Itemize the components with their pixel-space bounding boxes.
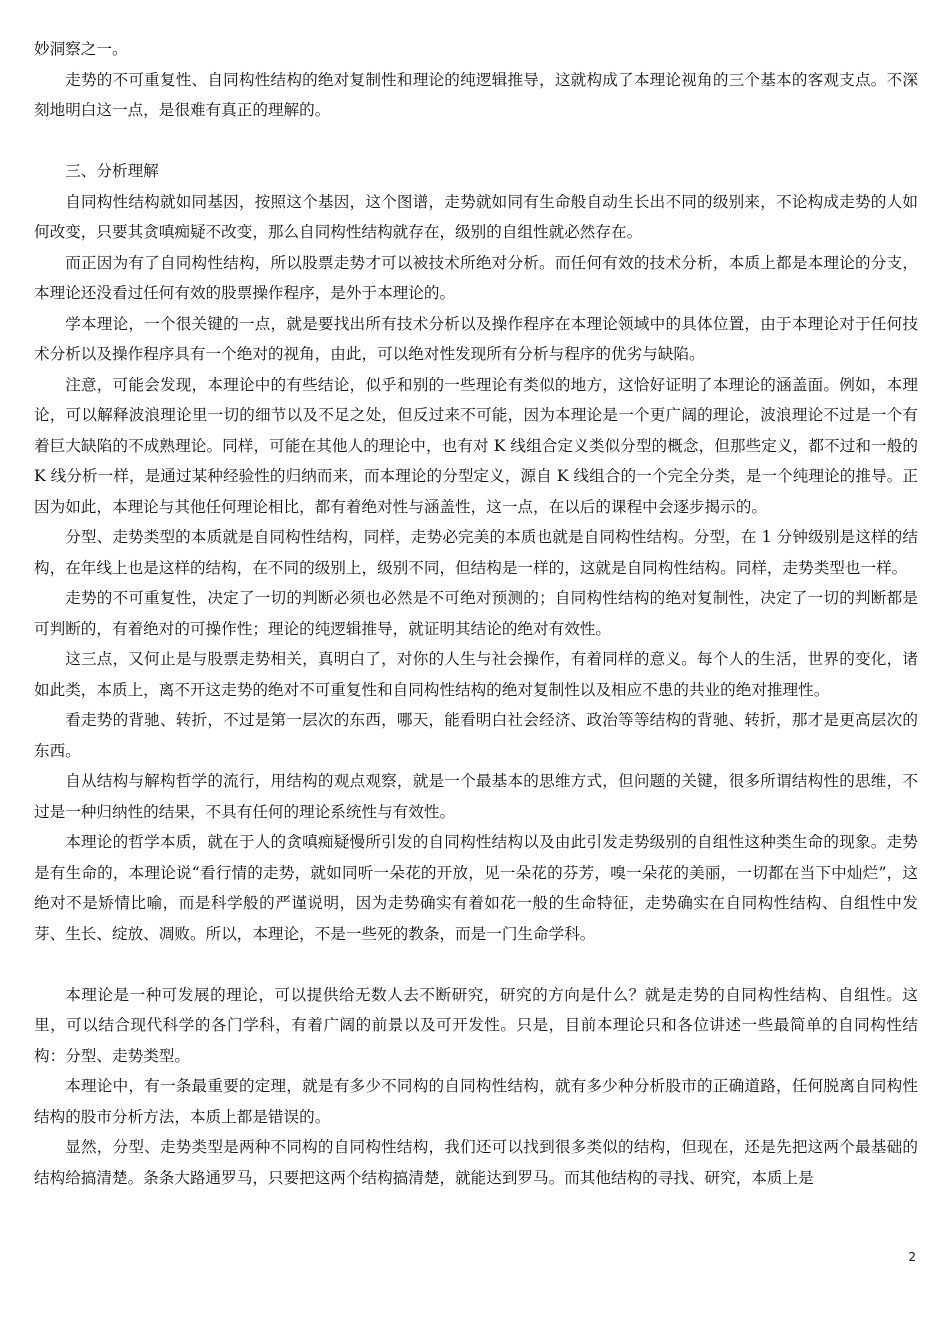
section-heading: 三、分析理解	[65, 162, 159, 180]
body-paragraph: 自从结构与解构哲学的流行，用结构的观点观察，就是一个最基本的思维方式，但问题的关键，很多所谓结构性的思维，不过是一种归纳性的结果，不具有任何的理论系统性与有效性。	[34, 772, 918, 821]
body-paragraph: 自同构性结构就如同基因，按照这个基因，这个图谱，走势就如同有生命般自动生长出不同的级别来，不论构成走势的人如何改变，只要其贪嗔痴疑不改变，那么自同构性结构就存在，级别的自组性就必然存在。	[34, 192, 918, 241]
body-paragraph: 注意，可能会发现，本理论中的有些结论，似乎和别的一些理论有类似的地方，这恰好证明了本理论的涵盖面。例如，本理论，可以解释波浪理论里一切的细节以及不足之处，但反过来不可能，因为本理论是一个更广阔的理论，波浪理论不过是一个有着巨大缺陷的不成熟理论。同样，可能在其他人的理论中，也有对 K 线组合定义类似分型的概念，但那些定义，都不过和一般的 K 线分析一样，是通过某种经验性的归纳而来，而本理论的分型定义，源自 K 线组合的一个完全分类，是一个纯理论的推导。正因为如此，本理论与其他任何理论相比，都有着绝对性与涵盖性，这一点，在以后的课程中会逐步揭示的。	[34, 375, 918, 516]
body-paragraph: 分型、走势类型的本质就是自同构性结构，同样，走势必完美的本质也就是自同构性结构。分型，在 1 分钟级别是这样的结构，在年线上也是这样的结构，在不同的级别上，级别不同，但结构是一样的，这就是自同构性结构。同样，走势类型也一样。	[34, 528, 918, 577]
continuation-line: 妙洞察之一。	[34, 40, 128, 58]
spacer	[34, 949, 918, 980]
body-paragraph: 走势的不可重复性，决定了一切的判断必须也必然是不可绝对预测的；自同构性结构的绝对复制性，决定了一切的判断都是可判断的，有着绝对的可操作性；理论的纯逻辑推导，就证明其结论的绝对有效性。	[34, 589, 918, 638]
body-paragraph: 显然，分型、走势类型是两种不同构的自同构性结构，我们还可以找到很多类似的结构，但现在，还是先把这两个最基础的结构给搞清楚。条条大路通罗马，只要把这两个结构搞清楚，就能达到罗马。而其他结构的寻找、研究，本质上是	[34, 1138, 918, 1187]
document-page	[34, 34, 918, 1193]
spacer	[34, 126, 918, 157]
body-paragraph: 而正因为有了自同构性结构，所以股票走势才可以被技术所绝对分析。而任何有效的技术分析，本质上都是本理论的分支，本理论还没看过任何有效的股票操作程序，是外于本理论的。	[34, 253, 918, 302]
page-number: 2	[908, 1250, 916, 1264]
body-paragraph: 本理论的哲学本质，就在于人的贪嗔痴疑慢所引发的自同构性结构以及由此引发走势级别的自组性这种类生命的现象。走势是有生命的，本理论说“看行情的走势，就如同听一朵花的开放，见一朵花的芬芳，嗅一朵花的美丽，一切都在当下中灿烂”，这绝对不是矫情比喻，而是科学般的严谨说明，因为走势确实有着如花一般的生命特征，走势确实在自同构性结构、自组性中发芽、生长、绽放、凋败。所以，本理论，不是一些死的教条，而是一门生命学科。	[34, 833, 918, 943]
body-paragraph: 看走势的背驰、转折，不过是第一层次的东西，哪天，能看明白社会经济、政治等等结构的背驰、转折，那才是更高层次的东西。	[34, 711, 918, 760]
body-paragraph: 学本理论，一个很关键的一点，就是要找出所有技术分析以及操作程序在本理论领域中的具体位置，由于本理论对于任何技术分析以及操作程序具有一个绝对的视角，由此，可以绝对性发现所有分析与程序的优劣与缺陷。	[34, 314, 918, 363]
intro-paragraph: 走势的不可重复性、自同构性结构的绝对复制性和理论的纯逻辑推导，这就构成了本理论视角的三个基本的客观支点。不深刻地明白这一点，是很难有真正的理解的。	[34, 70, 918, 119]
body-paragraph: 本理论中，有一条最重要的定理，就是有多少不同构的自同构性结构，就有多少种分析股市的正确道路，任何脱离自同构性结构的股市分析方法，本质上都是错误的。	[34, 1077, 918, 1126]
body-paragraph: 本理论是一种可发展的理论，可以提供给无数人去不断研究，研究的方向是什么？就是走势的自同构性结构、自组性。这里，可以结合现代科学的各门学科，有着广阔的前景以及可开发性。只是，目前本理论只和各位讲述一些最简单的自同构性结构：分型、走势类型。	[34, 985, 918, 1065]
body-paragraph: 这三点，又何止是与股票走势相关，真明白了，对你的人生与社会操作，有着同样的意义。每个人的生活，世界的变化，诸如此类，本质上，离不开这走势的绝对不可重复性和自同构性结构的绝对复制性以及相应不患的共业的绝对推理性。	[34, 650, 918, 699]
